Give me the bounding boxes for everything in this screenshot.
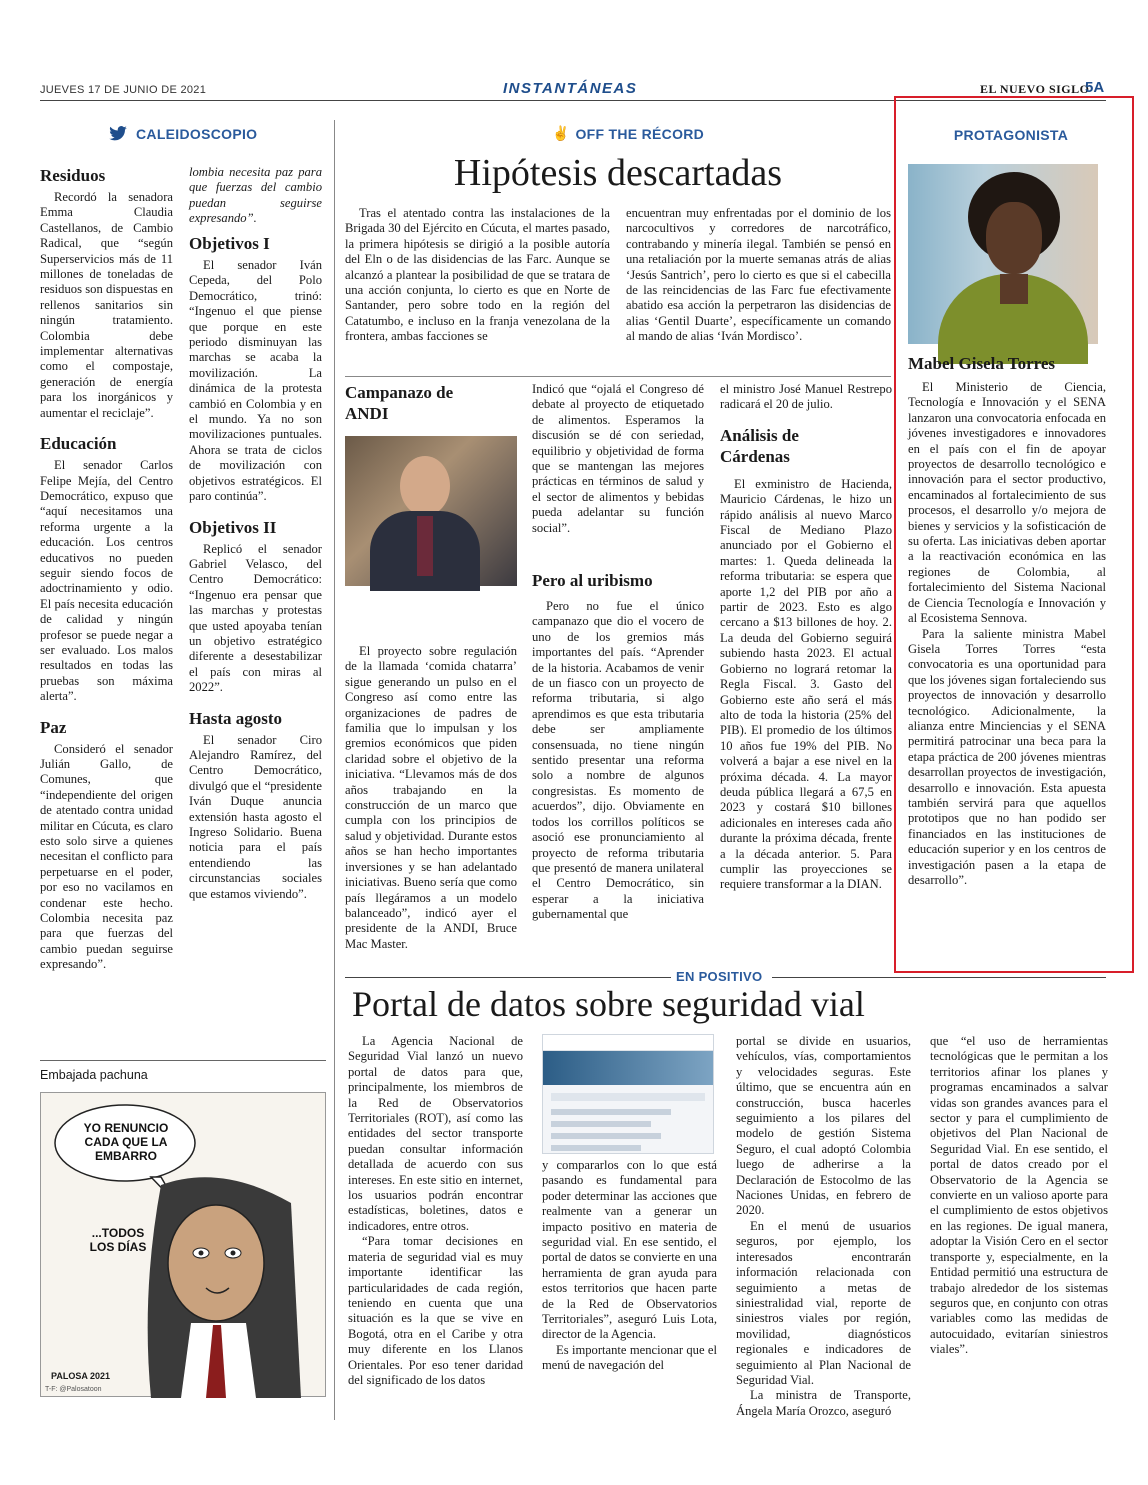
peace-hand-icon: ✌: [552, 126, 570, 142]
analisis-title: Análisis de Cárdenas: [720, 425, 799, 466]
cartoon-panel: [40, 1092, 326, 1397]
protagonista-label: PROTAGONISTA: [953, 127, 1069, 143]
left-column-rule: [334, 120, 335, 1420]
analisis-col: [720, 382, 892, 939]
enpositivo-col2: y compararlos con lo que está pasando es fundamental para poder determinar las acciones que realmente van a generar un impacto positivo en materia de seguridad vial. En ese sentido, el portal de datos se convierte en una herramienta de gran ayuda para estos territorios que hacen parte de la Red de Observatorios Territoriales”, aseguró Luis Lota, director de la Agencia. Es importante mencionar que el menú de navegación del: [542, 1158, 717, 1373]
cartoon-credit: T-F: @Palosatoon: [45, 1386, 102, 1393]
header-page: 5A: [1085, 79, 1105, 96]
cartoon-label: Embajada pachuna: [40, 1068, 148, 1082]
cartoon-caption: ...TODOS LOS DÍAS: [89, 1226, 147, 1254]
enpositivo-title: Portal de datos sobre seguridad vial: [352, 984, 865, 1024]
protagonista-text: El Ministerio de Ciencia, Tecnología e Innovación y el SENA lanzaron una convocatoria enfocada en jóvenes investigadores e innovadores en el país con el fin de apoyar proyectos de desarrollo tecnológico e innovación para el sector productivo, encaminados al fortalecimiento de sus procesos, el desarrollo y/o mejora de bienes y servicios y la sofisticación de su oferta. Las iniciativas deben aportar a la reactivación económica en las regiones de Colombia, al fortalecimiento del Sistema Nacional de Ciencia Tecnología e Innovación y al Ecosistema Sennova. Para la saliente ministra Mabel Gisela Torres Torres “esta convocatoria es una oportunidad para que los jóvenes sigan fortaleciendo sus proyectos de innovación y desarrollo tecnológico. Adicionalmente, la alianza entre Minciencias y el SENA permitirá patrocinar una beca para la etapa práctica de 200 jóvenes mientras desarrollan proyectos de investigación, desarrollo e innovación. Esta apuesta también servirá para que aquellos prototipos que no han podido ser financiados en las instituciones de educación superior y en los centros de investigación pasen a la etapa de desarrollo”.: [908, 380, 1106, 887]
campanazo-col-b: [532, 382, 704, 959]
educacion-title: Educación: [40, 434, 117, 454]
hasta-title: Hasta agosto: [189, 708, 283, 728]
enpositivo-label: EN POSITIVO: [676, 969, 763, 984]
objetivos1-text: El senador Iván Cepeda, del Polo Democrático, trinó: “Ingenuo el que piense que porque en este periodo disminuyan las marchas se acaba la movilización. La dinámica de la protesta cambió en Colombia y en el mundo. Ya no son movilizaciones puntuales. Ahora se trata de ciclos de movilización con objetivos estratégicos. El paro continúa”.: [189, 258, 322, 504]
header-paper: EL NUEVO SIGLO: [980, 82, 1090, 96]
uribismo-text: Pero no fue el único campanazo que dio el vocero de uno de los gremios más importantes del país. “Aprender de la historia. Acabamos de venir de un fiasco con un proyecto de reforma tributaria, si algo aprendimos es que esta tributaria debe ser ampliamente consensuada, no tiene ningún sentido presentar una reforma solo a nombre de algunos congresistas. Es momento de acuerdos”, dijo. Obviamente en todos los corrillos políticos se asoció ese pronunciamiento al proyecto de reforma tributaria que presentó de manera unilateral el Centro Democrático, sin esperar a la iniciativa gubernamental que: [532, 599, 704, 922]
mac-master-photo: [345, 436, 517, 586]
cartoon-signature: PALOSA 2021: [51, 1371, 111, 1381]
analisis-text: El exministro de Hacienda, Mauricio Cárdenas, le hizo un rápido análisis al nuevo Marco Fiscal de Mediano Plazo anunciado por el Gobierno el martes: 1. Queda delineada la reforma tributaria: se espera que aporte 1,2 del PIB por año a partir de 2023. Esto es algo cercano a $13 billones de hoy. 2. La deuda del Gobierno seguirá subiendo hasta 2023. El actual Gobierno no logrará retomar la Regla Fiscal. 3. Gasto del Gobierno este año será el más alto de toda la historia (25% del PIB). El promedio de los últimos 10 años fue 19% del PIB. No volverá a bajar a ese nivel en la próxima década. 4. La mayor deuda pública llegará a 67,5 en 2023 y costará $10 billones adicionales en intereses cada año durante la próxima década, frente a la década anterior. 5. Para cumplir las proyecciones se requiere transformar a la DIAN.: [720, 476, 892, 892]
offrecord-mid-rule: [345, 376, 891, 377]
offrecord-title: Hipótesis descartadas: [453, 152, 783, 194]
residuos-title: Residuos: [40, 166, 106, 185]
header-section: INSTANTÁNEAS: [503, 80, 638, 97]
hasta-text: El senador Ciro Alejandro Ramírez, del Centro Democrático, divulgó que el “presidente Iván Duque anuncia extensión hasta agosto el Ingreso Solidario. Buena noticia para el país entendiendo las circunstancias sociales que estamos viviendo”.: [189, 732, 322, 901]
paz-continued: lombia necesita paz para que fuerzas del cambio puedan seguirse expresando”.: [189, 165, 322, 226]
offrecord-header: [552, 126, 704, 142]
caleidoscopio-col-b: [189, 165, 322, 902]
educacion-text: El senador Carlos Felipe Mejía, del Centro Democrático, expuso que “aquí necesitamos una reforma urgente a la educación. Los centros educativos no pueden seguir siendo focos de adoctrinamiento y odio. El país necesita educación de calidad y ningún profesor se puede negar a ser evaluado. Los malos resultados en todas las pruebas son máxima alerta”.: [40, 458, 173, 704]
enpositivo-col1: La Agencia Nacional de Seguridad Vial lanzó un nuevo portal de datos para que, principalmente, los miembros de la Red de Observatorios Territoriales (ROT), así como las entidades del sector transporte puedan consultar información detallada de acuerdo con sus intereses. En este sitio en internet, los usuarios podrán encontrar estadísticas, boletines, datos e indicadores, entre otros. “Para tomar decisiones en materia de seguridad vial es muy importante identificar las particularidades de cada región, teniendo en cuenta que una situación es la que se vive en Bogotá, otra en el Caribe y otra muy diferente en los Llanos Orientales. Por eso tener daridad del significado de los datos: [348, 1034, 523, 1387]
enpositivo-col3: portal se divide en usuarios, vehículos, vías, comportamientos y velocidades seguras. Este último, que se encuentra aún en construcción, busca hacerles seguimiento a los pilares del modelo de gestión Sistema Seguro, el cual adoptó Colombia luego de adherirse a la Declaración de Estocolmo de las Naciones Unidas, en febrero de 2020. En el menú de usuarios seguros, por ejemplo, los interesados encontrarán información relacionada con seguimiento a metas de siniestralidad vial, reporte de siniestros viales por región, movilidad, diagnósticos regionales e indicadores de seguimiento al Plan Nacional de Seguridad Vial. La ministra de Transporte, Ángela María Orozco, aseguró: [736, 1034, 911, 1418]
campanazo-text-b: Indicó que “ojalá el Congreso dé debate al proyecto de etiquetado de alimentos. Esperamos la discusión se dé con seriedad, equilibrio y objetividad de forma que se mantengan las mejores prácticas en términos de salud y el sector de alimentos y bebidas pueda adelantar su función social”.: [532, 382, 704, 535]
protagonista-photo: [908, 164, 1098, 344]
campanazo-text-a: El proyecto sobre regulación de la llamada ‘comida chatarra’ sigue generando un pulso en el Congreso así como entre las organizaciones de padres de familia que lo impulsan y los gremios económicos que piden claridad sobre el objetivo de la iniciativa. “Llevamos más de dos años trabajando en la construcción de un marco que cumpla con los principios de salud y objetividad. Durante estos años se han hecho importantes inversiones y se han adelantado iniciativas. Bueno sería que como país llegáramos a un modelo balanceado”, indicó ayer el presidente de la ANDI, Bruce Mac Master.: [345, 644, 517, 951]
objetivos1-title: Objetivos I: [189, 234, 270, 253]
enpositivo-rule-right: [772, 977, 1106, 978]
caleidoscopio-col-a: [40, 165, 173, 972]
cartoon-top-rule: [40, 1060, 326, 1061]
offrecord-lead-a: Tras el atentado contra las instalaciones de la Brigada 30 del Ejército en Cúcuta, el martes pasado, la primera hipótesis se dirigió a la posible autoría del Eln o de las disidencias de las Farc. Aunque se alcanzó a plantear la posibilidad de que se tratara de una acción conjunta, lo cierto es que en Norte de Santander, pero sobre todo en la región del Catatumbo, e incluso en la franja venezolana de la frontera, ambas facciones se: [345, 206, 610, 344]
header-date: JUEVES 17 DE JUNIO DE 2021: [40, 84, 207, 96]
offrecord-lead-b: encuentran muy enfrentadas por el dominio de los narcocultivos y corredores de narcotráfico, contrabando y minería ilegal. También se pensó en una retaliación por la muerte semanas atrás de alias ‘Jesús Santrich’, pero lo cierto es que si el cabecilla de las reincidencias de las Farc fue efectivamente abatido esa acción la perpetraron las disidencias de alias ‘Gentil Duarte’, específicamente un comando al mando de alias ‘Iván Mordisco’.: [626, 206, 891, 344]
analisis-pre: el ministro José Manuel Restrepo radicará el 20 de julio.: [720, 382, 892, 412]
enpositivo-rule-left: [345, 977, 671, 978]
uribismo-title: Pero al uribismo: [532, 571, 653, 590]
offrecord-label: OFF THE RÉCORD: [575, 126, 705, 142]
protagonista-name: Mabel Gisela Torres: [908, 354, 1056, 373]
paz-text: Consideró el senador Julián Gallo, de Comunes, que “independiente del origen de atentado contra unidad militar en Cúcuta, es claro esto solo sirve a quienes necesitan el conflicto para perpetuarse en el poder, por eso no vacilamos en condenar este hecho. Colombia necesita paz para que fuerzas del cambio puedan seguirse expresando”.: [40, 741, 173, 972]
paz-title: Paz: [40, 717, 67, 737]
objetivos2-text: Replicó el senador Gabriel Velasco, del Centro Democrático: “Ingenuo era pensar que las marchas y protestas que usted apoyaba tenían un objetivo estratégico diferente a desestabilizar el país con miras al 2022”.: [189, 541, 322, 695]
twitter-bird-icon: [108, 126, 128, 142]
caleidoscopio-header: [108, 126, 257, 142]
objetivos2-title: Objetivos II: [189, 517, 277, 537]
portal-screenshot: [542, 1034, 714, 1154]
caleidoscopio-label: CALEIDOSCOPIO: [136, 126, 258, 142]
enpositivo-col4: que “el uso de herramientas tecnológicas que le permitan a los territorios afinar los planes y programas encaminados a salvar vidas son grandes avances para el sector y para el cumplimiento de objetivos del Plan Nacional de Seguridad Vial. En ese sentido, el portal de datos creado por el Observatorio de la Agencia se convierte en un valioso aporte para el cumplimiento de estos objetivos en las regiones. De igual manera, adoptar la Visión Cero en el sector transporte y, especialmente, en la Entidad permitió una estructura de trabajo alrededor de los sistemas seguros que, en conjunto con otras variables como las medidas de autocuidado, evitarían siniestros viales”.: [930, 1034, 1108, 1357]
campanazo-title: Campanazo de ANDI: [345, 383, 454, 423]
campanazo-col: [345, 382, 517, 984]
cartoon-bubble-text: YO RENUNCIO CADA QUE LA EMBARRO: [83, 1121, 169, 1163]
residuos-text: Recordó la senadora Emma Claudia Castellanos, de Cambio Radical, que “según Superservicios más de 11 millones de toneladas de residuos son dispuestas en rellenos sanitarios sin ningún tratamiento. Colombia debe implementar alternativas como el compostaje, generación de energía para los inorgánicos y aumentar el reciclaje”.: [40, 190, 173, 420]
